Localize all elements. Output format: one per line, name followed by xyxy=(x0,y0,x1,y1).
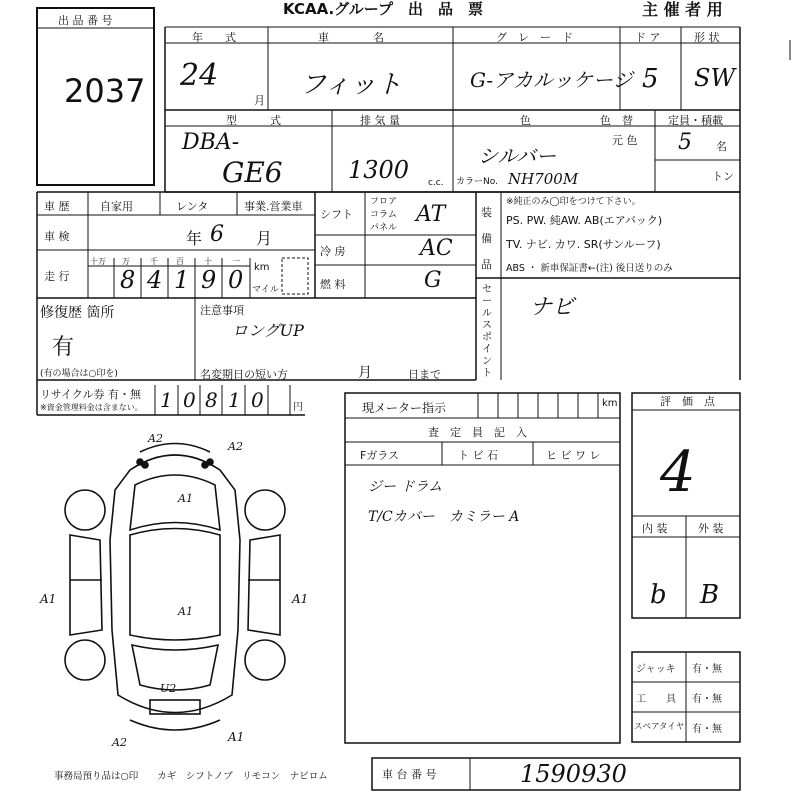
color-change-label: 色 替 xyxy=(600,114,633,127)
mileage-label: 走 行 xyxy=(44,270,70,283)
current-meter-label: 現メーター指示 xyxy=(362,401,447,415)
recycle-digit: 1 xyxy=(160,388,173,412)
brand-name: KCAA xyxy=(283,0,329,18)
body-type-value: SW xyxy=(694,64,736,92)
shift-option: フロア xyxy=(370,197,398,207)
damage-mark: A2 xyxy=(112,736,127,749)
recycle-ticket-note: ※資金管理料金は含まない。 xyxy=(40,403,143,412)
mileage-header: 万 xyxy=(122,257,130,266)
capacity-value: 5 xyxy=(678,130,692,155)
crack-label: ヒ ビ ワ レ xyxy=(546,449,601,462)
interior-grade: b xyxy=(650,580,667,610)
spare-tire-yes-no: 有・無 xyxy=(692,724,722,735)
jack-label: ジャッキ xyxy=(636,664,676,675)
doors-label: ド ア xyxy=(635,31,661,44)
damage-mark: A1 xyxy=(40,592,57,606)
displacement-unit: c.c. xyxy=(428,178,444,188)
inspector-note-line: ジー ドラム xyxy=(368,479,443,495)
model-name: フィット xyxy=(300,70,402,100)
history-rental-option: レンタ xyxy=(176,200,209,213)
equipment-row-2: TV. ナビ. カワ. SR(サンルーフ) xyxy=(506,238,661,251)
footer-note: 事務局預り品は○印 カギ シフトノブ リモコン ナビロム xyxy=(54,771,328,782)
mileage-digit: 0 xyxy=(228,266,244,294)
shift-value: AT xyxy=(416,202,446,227)
mileage-digit: 8 xyxy=(120,266,136,294)
fuel-label: 燃 料 xyxy=(320,278,346,291)
damage-mark: A1 xyxy=(228,730,245,744)
mileage-digit: 1 xyxy=(174,266,190,294)
equipment-label: 装 備 品 xyxy=(481,206,492,271)
repair-history-label: 修復歴 箇所 xyxy=(40,305,115,321)
recycle-ticket-label: リサイクル券 有・無 xyxy=(40,388,141,401)
damage-mark: A1 xyxy=(178,605,193,618)
mileage-header: 百 xyxy=(176,257,184,266)
color-value: シルバー xyxy=(478,144,557,168)
history-private-option: 自家用 xyxy=(100,200,133,213)
color-number-label: カラーNo. xyxy=(456,177,498,187)
shift-option: パネル xyxy=(370,223,398,233)
original-color-label: 元 色 xyxy=(612,134,638,147)
lot-number-label: 出 品 番 号 xyxy=(58,14,113,27)
name-change-deadline-label: 名変期日の短い方 xyxy=(200,368,288,381)
sales-point-value: ナビ xyxy=(530,295,575,320)
notes-value: ロングUP xyxy=(232,321,304,340)
vehicle-damage-diagram xyxy=(60,430,290,760)
evaluation-score: 4 xyxy=(660,440,696,505)
ac-value: AC xyxy=(420,236,453,261)
tools-label: 工 具 xyxy=(636,694,676,705)
type-label: 型 式 xyxy=(226,114,281,127)
mileage-header: 千 xyxy=(150,257,158,266)
type-prefix: DBA- xyxy=(182,130,240,155)
model-year: 24 xyxy=(180,58,219,93)
meter-unit: km xyxy=(602,398,618,409)
capacity-label: 定員・積載 xyxy=(668,114,723,127)
lot-number: 2037 xyxy=(64,72,146,110)
history-business-option: 事業.営業車 xyxy=(244,200,303,213)
recycle-digit: 8 xyxy=(205,388,218,412)
mile-unit: マイル xyxy=(252,285,279,295)
sales-point-label: セールスポイント xyxy=(482,284,492,379)
jack-yes-no: 有・無 xyxy=(692,664,722,675)
inspection-label: 車 検 xyxy=(44,230,70,243)
auction-brand xyxy=(283,0,483,19)
mileage-header: 一 xyxy=(232,257,240,266)
model-label: 車 名 xyxy=(318,31,384,44)
sheet-title: .グループ 出 品 票 xyxy=(328,0,483,18)
notes-label: 注意事項 xyxy=(200,304,244,317)
mileage-digit: 9 xyxy=(201,266,217,294)
exterior-grade: B xyxy=(700,580,720,610)
chassis-number-label: 車 台 番 号 xyxy=(382,768,437,781)
repair-history-value: 有 xyxy=(52,335,75,360)
damage-mark: A1 xyxy=(292,592,309,606)
spare-tire-label: スペアタイヤ xyxy=(634,722,685,732)
ac-label: 冷 房 xyxy=(320,245,346,258)
displacement-value: 1300 xyxy=(348,156,410,184)
stone-chip-label: ト ビ 石 xyxy=(458,449,498,462)
inspection-month: 6 xyxy=(210,222,224,247)
ton-unit: トン xyxy=(712,170,734,183)
equipment-row-1: PS. PW. 純AW. AB(エアバック) xyxy=(506,214,663,227)
grade-value: G-アカルッケージ xyxy=(470,68,633,92)
evaluation-score-label: 評 価 点 xyxy=(660,395,715,408)
inspection-month-unit: 月 xyxy=(256,229,273,248)
type-code: GE6 xyxy=(222,156,283,189)
shift-option: コラム xyxy=(370,210,397,220)
repair-history-note: (有の場合は○印を) xyxy=(40,369,118,379)
tools-yes-no: 有・無 xyxy=(692,694,722,705)
doors-value: 5 xyxy=(642,64,659,94)
recycle-digit: 1 xyxy=(228,388,241,412)
deadline-month-unit: 月 xyxy=(358,365,372,381)
color-number-value: NH700M xyxy=(508,170,579,188)
grade-label: グ レ ー ド xyxy=(496,31,573,44)
mileage-digit: 4 xyxy=(147,266,163,294)
fuel-value: G xyxy=(424,268,442,293)
history-label: 車 歴 xyxy=(44,200,70,213)
km-unit: km xyxy=(254,262,270,273)
year-unit: 月 xyxy=(254,94,265,107)
windshield-label: Fガラス xyxy=(360,449,399,462)
inspector-notes-label: 査 定 員 記 入 xyxy=(428,426,527,439)
mileage-header: 十万 xyxy=(90,257,106,266)
chassis-number: 1590930 xyxy=(520,760,627,788)
capacity-unit: 名 xyxy=(716,140,727,153)
damage-mark: U2 xyxy=(160,682,177,695)
equipment-note: ※純正のみ◯印をつけて下さい。 xyxy=(506,197,641,207)
recycle-digit: 0 xyxy=(251,388,264,412)
displacement-label: 排 気 量 xyxy=(360,114,400,127)
body-type-label: 形 状 xyxy=(694,31,720,44)
damage-mark: A1 xyxy=(178,492,193,505)
deadline-day-unit: 日まで xyxy=(408,368,441,381)
damage-mark: A2 xyxy=(228,440,243,453)
inspection-year-unit: 年 xyxy=(186,229,203,248)
recycle-unit: 円 xyxy=(293,402,303,413)
organizer-copy-label: 主 催 者 用 xyxy=(642,0,723,19)
mileage-header: 十 xyxy=(204,257,212,266)
shift-label: シフト xyxy=(320,208,353,221)
damage-mark: A2 xyxy=(148,432,163,445)
recycle-digit: 0 xyxy=(183,388,196,412)
exterior-label: 外 装 xyxy=(698,522,724,535)
equipment-row-3: ABS ・ 新車保証書←(注) 後日送りのみ xyxy=(506,263,673,274)
year-label: 年 式 xyxy=(192,31,236,44)
inspector-note-line: T/Cカバー カミラー A xyxy=(368,509,520,525)
color-label: 色 xyxy=(520,114,531,127)
interior-label: 内 装 xyxy=(642,522,668,535)
